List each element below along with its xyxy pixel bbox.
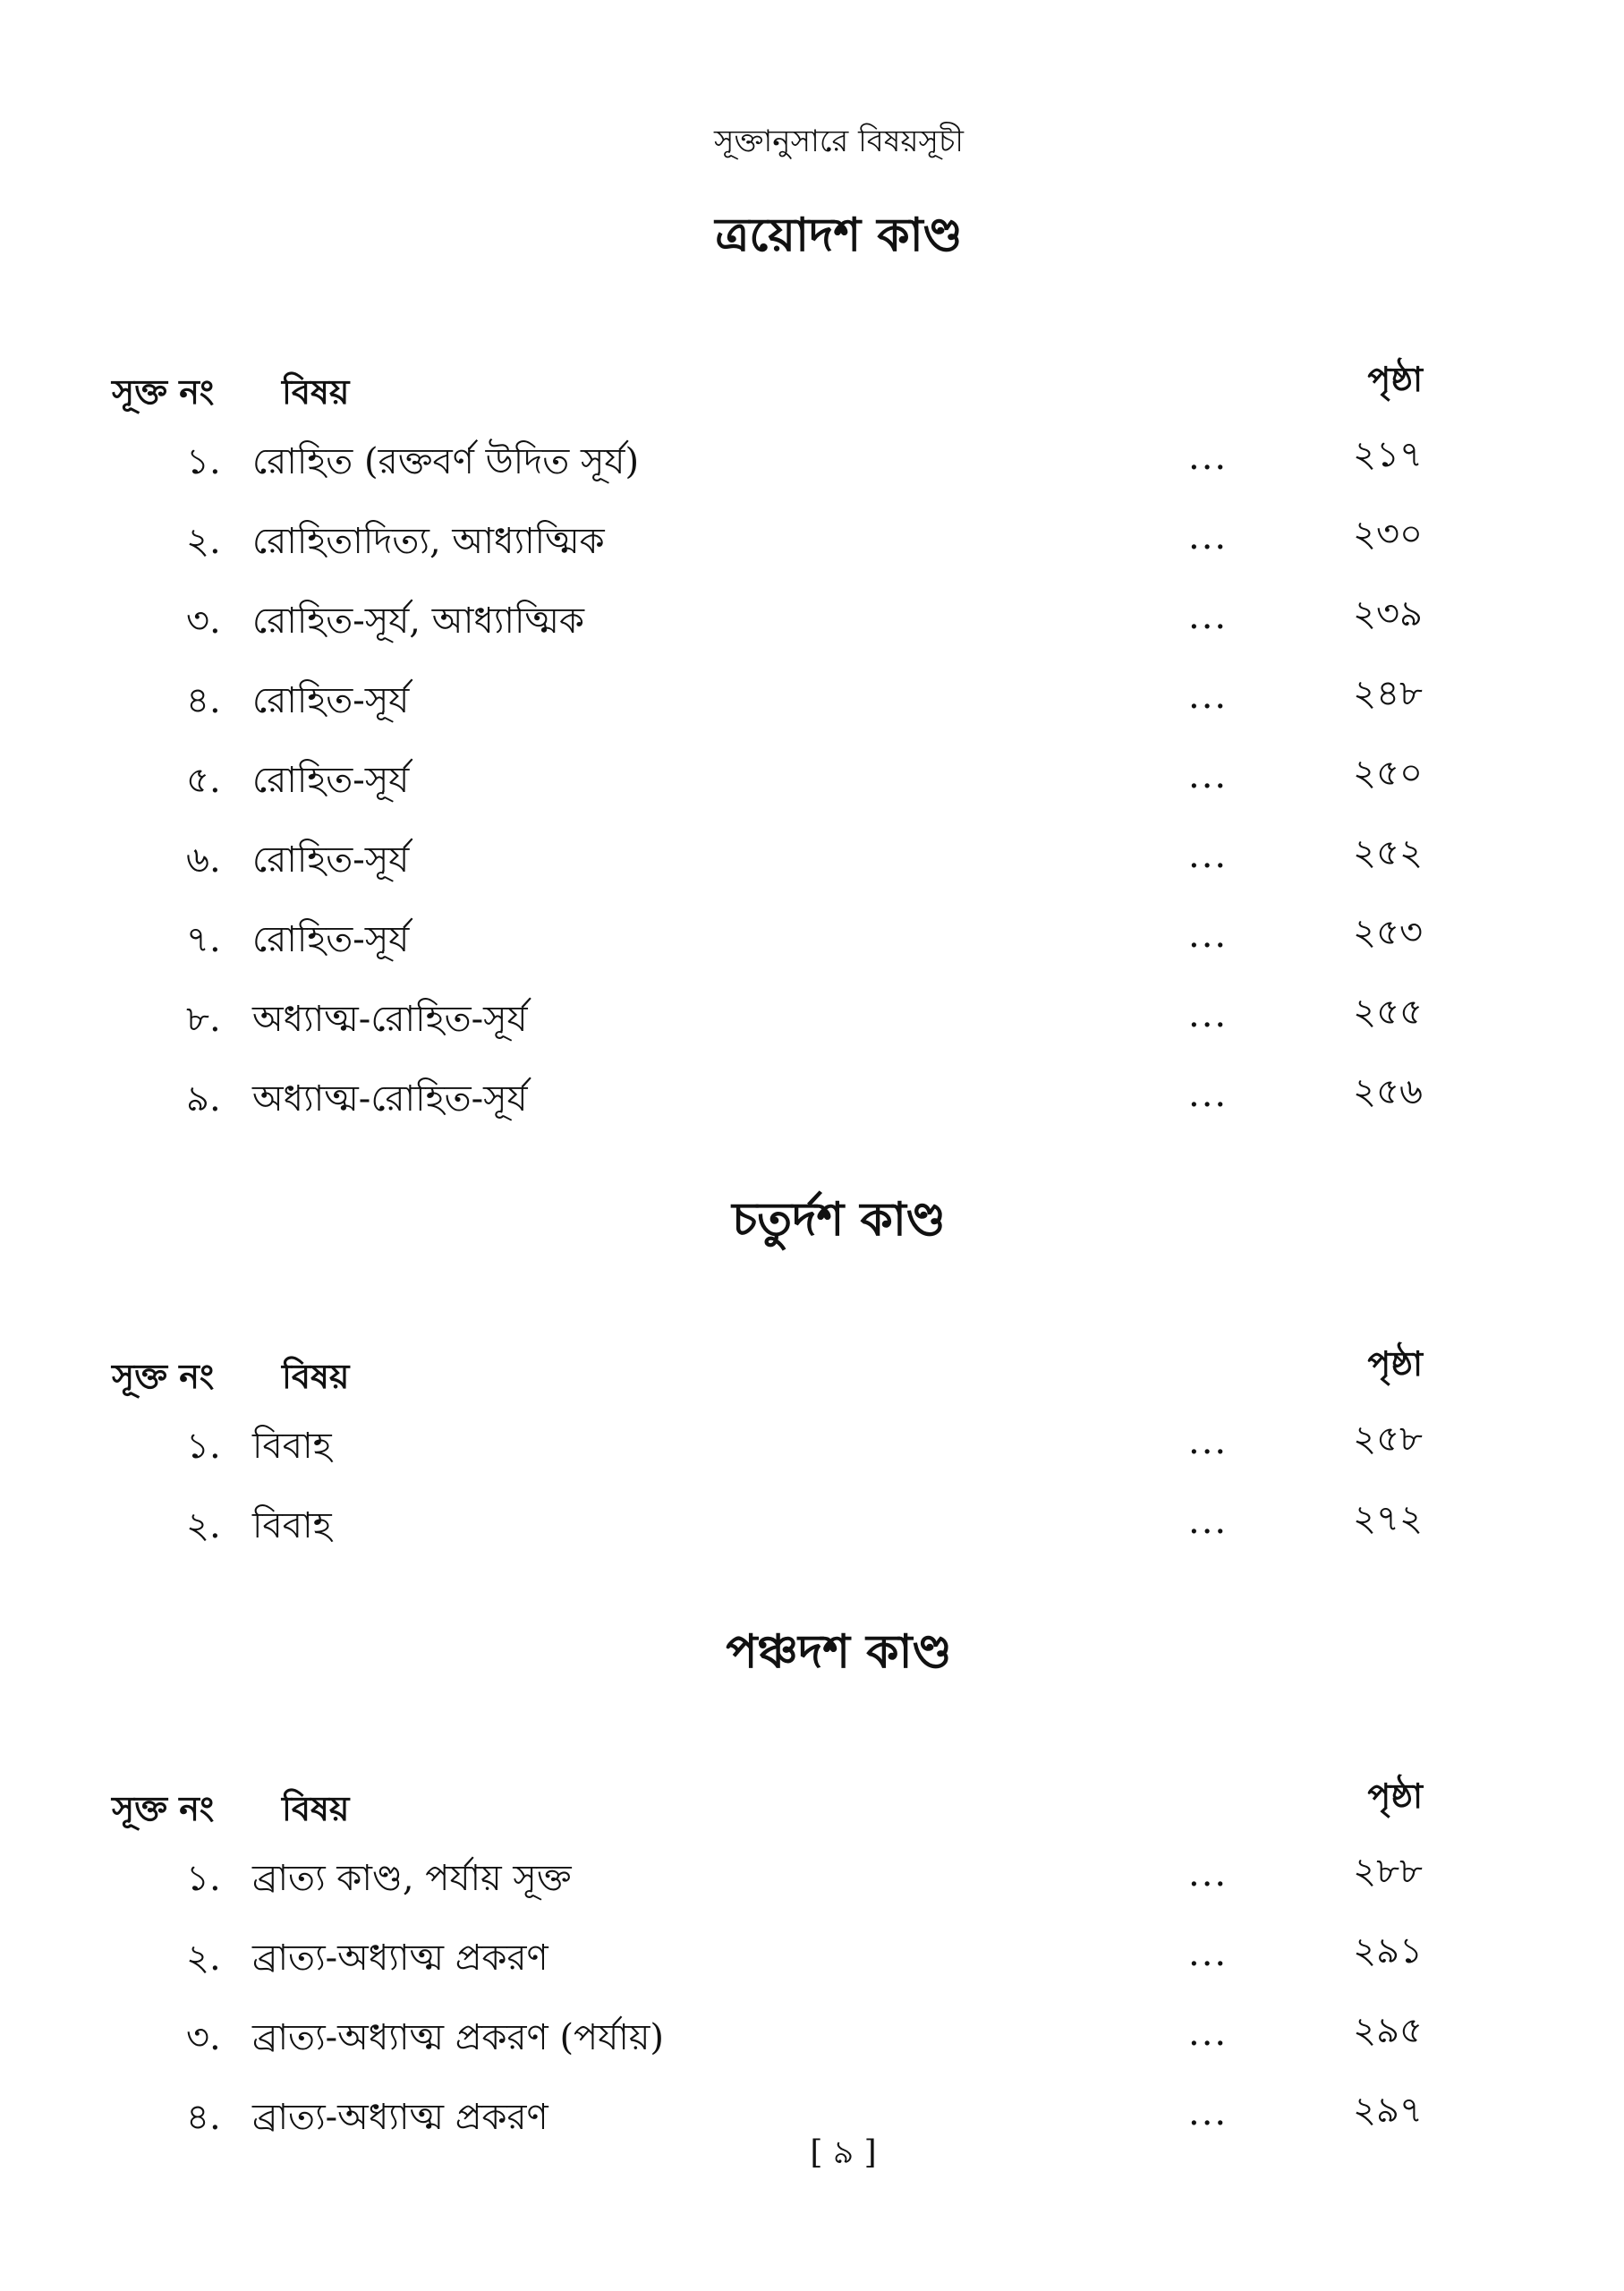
entry-number: ১. xyxy=(186,1426,221,1467)
header-sukta-no: সূক্ত নং xyxy=(112,371,215,412)
entry-subject: ব্রাত্য-অধ্যাত্ম প্রকরণ xyxy=(252,2097,548,2138)
running-head: সূক্তানুসারে বিষয়সূচী xyxy=(713,123,965,159)
section-trayodash-kanda xyxy=(0,199,1624,1150)
page-number: [ ৯ ] xyxy=(810,2134,877,2171)
entry-number: ৯. xyxy=(186,1078,221,1120)
list-item xyxy=(0,1418,1624,1497)
entry-page: ২৪৮ xyxy=(1353,673,1423,714)
entry-page: ২৫২ xyxy=(1353,832,1423,873)
entry-leader-dots: ... xyxy=(1188,676,1229,717)
entry-number: ৪. xyxy=(186,2097,221,2138)
entry-subject: রোহিত-সূর্য xyxy=(252,680,410,721)
entry-leader-dots: ... xyxy=(1188,915,1229,956)
entry-leader-dots: ... xyxy=(1188,2092,1229,2133)
header-subject: বিষয় xyxy=(282,1788,350,1828)
list-item xyxy=(0,991,1624,1070)
header-subject: বিষয় xyxy=(282,371,350,412)
section-chaturdash-kanda xyxy=(0,1183,1624,1577)
entry-number: ৮. xyxy=(186,999,221,1040)
list-item xyxy=(0,433,1624,513)
entry-number: ১. xyxy=(186,1858,221,1899)
section-title: চতুর্দশ কাণ্ড xyxy=(732,1192,946,1247)
entry-number: ২. xyxy=(186,521,221,562)
entry-page: ২৫৬ xyxy=(1353,1071,1423,1112)
entry-page: ২৯৫ xyxy=(1353,2010,1423,2051)
table-header xyxy=(0,1776,1624,1845)
entry-number: ২. xyxy=(186,1938,221,1979)
header-page: পৃষ্ঠা xyxy=(1367,1776,1423,1816)
section-panchadash-kanda xyxy=(0,1615,1624,2168)
list-item xyxy=(0,2009,1624,2089)
entry-page: ২৩৯ xyxy=(1353,593,1423,634)
entry-leader-dots: ... xyxy=(1188,2013,1229,2054)
entry-leader-dots: ... xyxy=(1188,596,1229,637)
header-sukta-no: সূক্ত নং xyxy=(112,1788,215,1828)
entry-subject: রোহিত-সূর্য, আধ্যাত্মিক xyxy=(252,600,584,642)
list-item xyxy=(0,1850,1624,1929)
entry-page: ২৫০ xyxy=(1353,753,1423,794)
entry-page: ২৫৮ xyxy=(1353,1418,1423,1460)
header-subject: বিষয় xyxy=(282,1356,350,1396)
table-header xyxy=(0,1343,1624,1413)
entry-subject: ব্রাত্য কাণ্ড, পর্যায় সূক্ত xyxy=(252,1858,572,1899)
entry-page: ২৭২ xyxy=(1352,1498,1423,1539)
entry-subject: অধ্যাত্ম-রোহিত-সূর্য xyxy=(252,1078,528,1120)
entry-page: ২৮৮ xyxy=(1353,1851,1423,1892)
entry-leader-dots: ... xyxy=(1188,1853,1229,1895)
entry-number: ৭. xyxy=(186,919,221,960)
header-page: পৃষ্ঠা xyxy=(1367,1343,1423,1384)
entry-subject: রোহিত-সূর্য xyxy=(252,919,410,960)
section-title: ত্রয়োদশ কাণ্ড xyxy=(715,208,963,262)
entry-page: ২৫৫ xyxy=(1353,992,1423,1033)
entry-leader-dots: ... xyxy=(1188,516,1229,558)
entry-number: ৩. xyxy=(186,600,221,642)
entry-page: ২৯১ xyxy=(1353,1930,1423,1972)
list-item xyxy=(0,513,1624,592)
entry-list xyxy=(0,433,1624,1150)
section-title: পঞ্চদশ কাণ্ড xyxy=(726,1624,952,1679)
header-page: পৃষ্ঠা xyxy=(1367,359,1423,399)
entry-subject: ব্রাত্য-অধ্যাত্ম প্রকরণ xyxy=(252,1938,548,1979)
entry-subject: রোহিত-সূর্য xyxy=(252,839,410,881)
entry-number: ৪. xyxy=(186,680,221,721)
list-item xyxy=(0,1070,1624,1150)
entry-subject: বিবাহ xyxy=(252,1505,332,1546)
entry-leader-dots: ... xyxy=(1188,835,1229,876)
entry-subject: অধ্যাত্ম-রোহিত-সূর্য xyxy=(252,999,528,1040)
table-header xyxy=(0,359,1624,429)
entry-number: ৩. xyxy=(186,2017,221,2058)
entry-subject: রোহিত (রক্তবর্ণ উদিত সূর্য) xyxy=(252,441,640,482)
entry-subject: রোহিতাদিত্য, আধ্যাত্মিক xyxy=(252,521,605,562)
entry-list xyxy=(0,1418,1624,1577)
entry-page: ২৩০ xyxy=(1352,514,1423,555)
entry-leader-dots: ... xyxy=(1188,1421,1229,1462)
entry-leader-dots: ... xyxy=(1188,755,1229,796)
list-item xyxy=(0,1929,1624,2009)
list-item xyxy=(0,1497,1624,1577)
entry-page: ২৯৭ xyxy=(1353,2090,1423,2131)
list-item xyxy=(0,752,1624,831)
entry-subject: রোহিত-সূর্য xyxy=(252,760,410,801)
entry-number: ৬. xyxy=(186,839,221,881)
list-item xyxy=(0,831,1624,911)
entry-leader-dots: ... xyxy=(1188,1933,1229,1974)
entry-page: ২৫৩ xyxy=(1353,912,1423,953)
entry-leader-dots: ... xyxy=(1188,1501,1229,1542)
list-item xyxy=(0,911,1624,991)
entry-page: ২১৭ xyxy=(1353,434,1423,475)
entry-subject: ব্রাত্য-অধ্যাত্ম প্রকরণ (পর্যায়) xyxy=(252,2017,665,2058)
entry-list xyxy=(0,1850,1624,2168)
entry-leader-dots: ... xyxy=(1188,437,1229,478)
entry-leader-dots: ... xyxy=(1188,994,1229,1035)
entry-number: ১. xyxy=(186,441,221,482)
header-sukta-no: সূক্ত নং xyxy=(112,1356,215,1396)
list-item xyxy=(0,672,1624,752)
entry-number: ৫. xyxy=(186,760,221,801)
entry-leader-dots: ... xyxy=(1188,1074,1229,1115)
entry-subject: বিবাহ xyxy=(252,1426,332,1467)
list-item xyxy=(0,592,1624,672)
entry-number: ২. xyxy=(186,1505,221,1546)
